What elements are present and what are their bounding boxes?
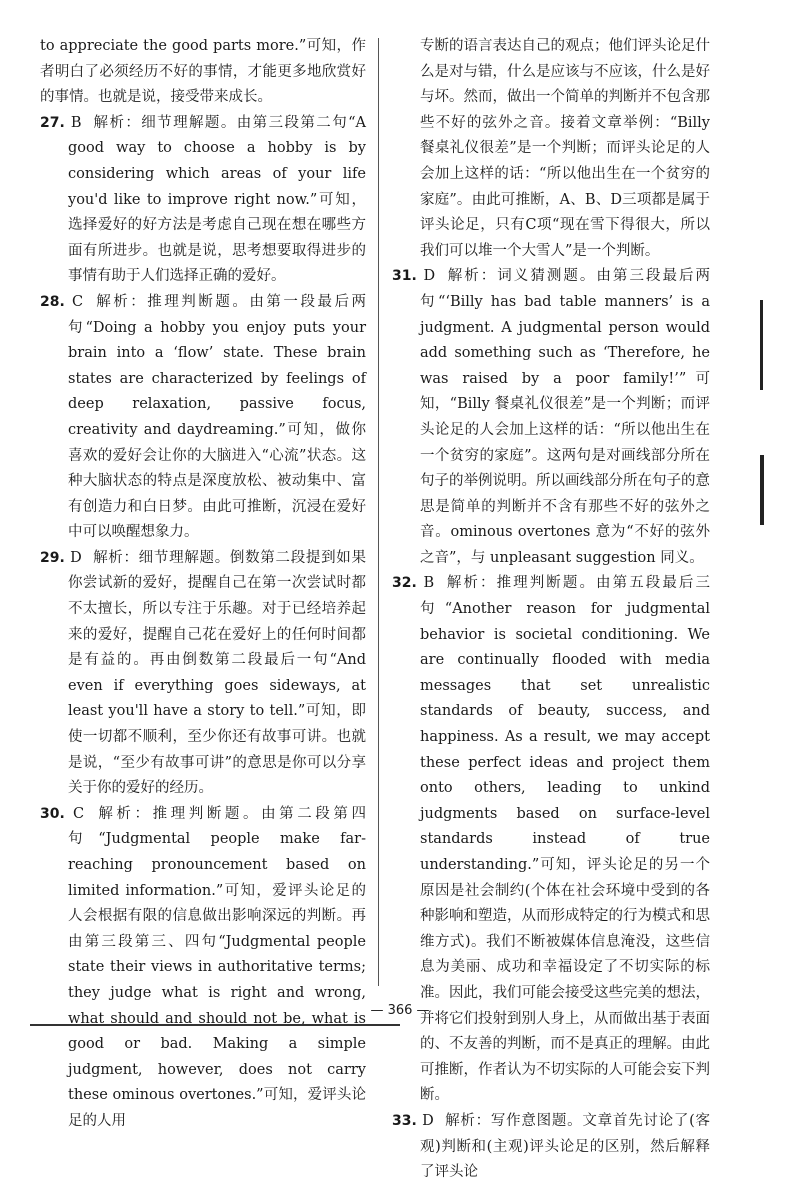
scan-mark [760,300,763,390]
item-explanation: 解析：推理判断题。由第一段最后两句“Doing a hobby you enjoy puts your brain into a ‘flow’ state. These brain states are characterized by feelings of deep relaxation, passive focus, creativity and daydreaming.”可知，做你喜欢的爱好会让你的大脑进入“心流”状态。这种大脑状态的特点是深度放松、被动集中、富有创造力和白日梦。由此可推断，沉浸在爱好中可以唤醒想象力。 [68,293,367,541]
left-intro-paragraph: to appreciate the good parts more.”可知，作者明白了必须经历不好的事情，才能更多地欣赏好的事情。也就是说，接受带来成长。 [40,38,366,106]
item-answer: C [71,293,84,310]
left-column [40,34,366,1135]
item-number: 27. [40,114,65,131]
answer-item-30 [40,802,366,1135]
item-explanation: 解析：写作意图题。文章首先讨论了(客观)判断和(主观)评头论足的区别，然后解释了评头论 [420,1112,711,1181]
answer-item-28 [40,290,366,546]
item-number: 32. [392,575,417,592]
item-number: 30. [40,805,65,822]
answer-item-32 [392,571,710,1108]
answer-item-33 [392,1109,710,1186]
item-answer: D [422,1112,434,1129]
item-number: 33. [392,1112,417,1129]
item-explanation: 解析：词义猜测题。由第三段最后两句“‘Billy has bad table manners’ is a judgment. A judgmental person would add something such as ‘Therefore, he was raised by a poor family!’”可知，“Billy 餐桌礼仪很差”是一个判断；而评头论足的人会加上这样的话：“所以他出生在一个贫穷的家庭”。这两句是对画线部分所在句子的举例说明。所以画线部分所在句子的意思是简单的判断并不含有那些不好的弦外之音。ominous overtones 意为“不好的弦外之音”，与 unpleasant suggestion 同义。 [420,268,711,566]
item-explanation: 解析：细节理解题。由第三段第二句“A good way to choose a hobby is by considering which areas of your life you'd like to improve right now.”可知，选择爱好的好方法是考虑自己现在想在哪些方面有所进步。也就是说，思考想要取得进步的事情有助于人们选择正确的爱好。 [68,114,367,285]
item-explanation: 解析：推理判断题。由第二段第四句“Judgmental people make far-reaching pronouncement based on limited information.”可知，爱评头论足的人会根据有限的信息做出影响深远的判断。再由第三段第三、四句“Judgmental people state their views in authoritative terms; they judge what is right and wrong, what should and should not be, what is good or bad. Making a simple judgment, however, does not carry these ominous overtones.”可知，爱评头论足的人用 [68,805,367,1129]
item-answer: B [423,575,435,592]
item-number: 29. [40,549,65,566]
scan-mark [760,455,764,525]
item-explanation: 解析：推理判断题。由第五段最后三句“Another reason for judgmental behavior is societal conditioning. We are continually flooded with media messages that set unrealistic standards of beauty, success, and happiness. As a result, we may accept these perfect ideas and project them onto others, leading to unkind judgments based on surface-level standards instead of true understanding.”可知，评头论足的另一个原因是社会制约(个体在社会环境中受到的各种影响和塑造，从而形成特定的行为模式和思维方式)。我们不断被媒体信息淹没，这些信息为美丽、成功和幸福设定了不切实际的标准。因此，我们可能会接受这些完美的想法，并将它们投射到别人身上，从而做出基于表面的、不友善的判断，而不是真正的理解。由此可推断，作者认为不切实际的人可能会妄下判断。 [420,575,711,1104]
bottom-rule [30,1024,400,1026]
item-number: 31. [392,268,417,285]
item-answer: B [70,114,82,131]
column-divider [378,38,379,986]
item-answer: D [423,268,436,285]
item-answer: C [73,805,85,822]
answer-item-31 [392,264,710,571]
answer-item-29 [40,546,366,802]
answer-item-27 [40,111,366,290]
right-intro-paragraph: 专断的语言表达自己的观点；他们评头论足什么是对与错，什么是应该与不应该，什么是好与坏。然而，做出一个简单的判断并不包含那些不好的弦外之音。接着文章举例：“Billy 餐桌礼仪很差”是一个判断；而评头论足的人会加上这样的话：“所以他出生在一个贫穷的家庭”。由此可推断，A、B、D三项都是属于评头论足，只有C项“现在雪下得很大，所以我们可以堆一个大雪人”是一个判断。 [420,38,710,259]
item-number: 28. [40,293,65,310]
item-explanation: 解析：细节理解题。倒数第二段提到如果你尝试新的爱好，提醒自己在第一次尝试时都不太擅长，所以专注于乐趣。对于已经培养起来的爱好，提醒自己花在爱好上的任何时间都是有益的。再由倒数第二段最后一句“And even if everything goes sideways, at least you'll have a story to tell.”可知，即使一切都不顺利，至少你还有故事可讲。也就是说，“至少有故事可讲”的意思是你可以分享关于你的爱好的经历。 [68,549,367,797]
item-answer: D [70,549,82,566]
page-number: — 366 — [370,1003,430,1018]
